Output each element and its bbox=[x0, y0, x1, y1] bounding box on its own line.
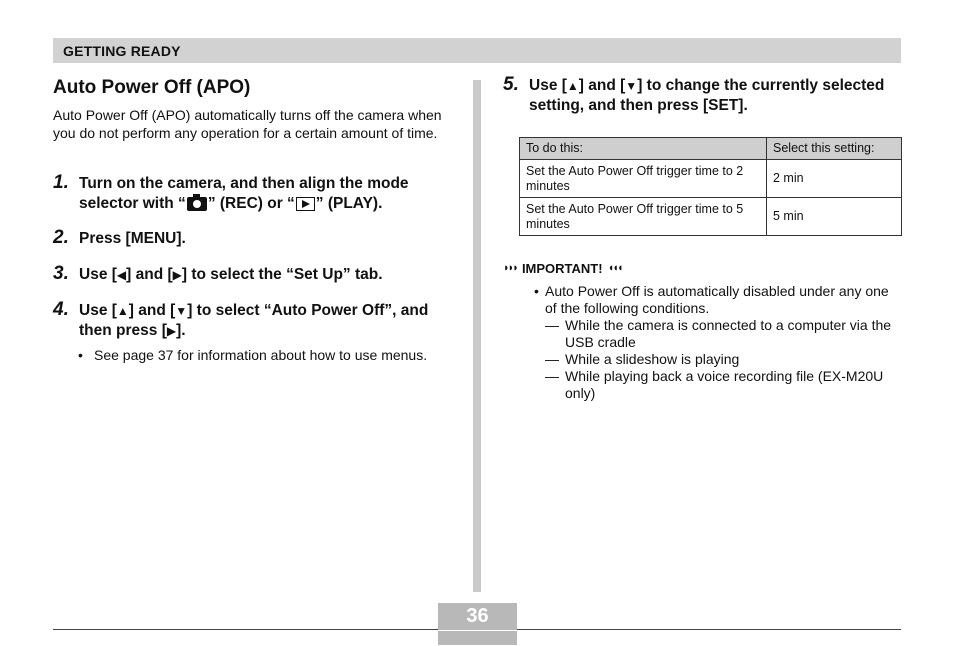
down-arrow-icon: ▼ bbox=[625, 79, 638, 93]
important-label: IMPORTANT! bbox=[521, 261, 603, 276]
table-cell: 2 min bbox=[767, 160, 902, 198]
step-1-number: 1. bbox=[53, 172, 69, 193]
play-mode-icon bbox=[296, 197, 315, 211]
camera-rec-icon bbox=[187, 197, 207, 211]
list-item bbox=[503, 368, 903, 402]
important-right-marks-icon: ◖◖◖ bbox=[607, 262, 622, 274]
section-header-bar bbox=[53, 38, 901, 63]
step-3-number: 3. bbox=[53, 263, 69, 284]
list-item bbox=[503, 317, 903, 351]
step-3-text: ] to select the “Set Up” tab. bbox=[181, 266, 383, 283]
important-bullet-text: Auto Power Off is automatically disabled under any one of the following conditions. bbox=[545, 283, 889, 316]
list-item bbox=[503, 351, 903, 368]
step-1-text: ” (PLAY). bbox=[315, 195, 383, 212]
column-divider bbox=[473, 80, 481, 592]
left-column bbox=[53, 76, 453, 364]
up-arrow-icon: ▲ bbox=[566, 79, 579, 93]
step-4-text: ]. bbox=[176, 322, 186, 339]
step-5-text: ] and [ bbox=[578, 77, 626, 94]
dash-marker: — bbox=[545, 368, 559, 384]
important-bullet bbox=[503, 283, 903, 317]
step-4-text: ] and [ bbox=[128, 302, 176, 319]
important-notice bbox=[503, 260, 903, 402]
important-left-marks-icon: ◗◗◗ bbox=[503, 262, 517, 274]
table-header-cell: Select this setting: bbox=[767, 138, 902, 160]
step-2-number: 2. bbox=[53, 227, 69, 248]
step-2 bbox=[53, 229, 453, 249]
step-4 bbox=[53, 301, 453, 341]
step-4-note-text: See page 37 for information about how to use menus. bbox=[94, 347, 428, 363]
step-1-text: ” (REC) or “ bbox=[207, 195, 295, 212]
bullet-dot: • bbox=[78, 347, 83, 363]
step-4-number: 4. bbox=[53, 299, 69, 320]
step-5 bbox=[503, 76, 903, 116]
section-title: Auto Power Off (APO) bbox=[53, 77, 251, 98]
step-3-text: Use [ bbox=[79, 266, 117, 283]
step-1 bbox=[53, 174, 453, 214]
step-4-text: Use [ bbox=[79, 302, 117, 319]
step-4-text: ] to select “Auto Power Off”, and then press [ bbox=[79, 302, 429, 339]
table-header-cell: To do this: bbox=[520, 138, 767, 160]
important-heading bbox=[503, 260, 903, 277]
step-2-text: Press [MENU]. bbox=[79, 230, 186, 247]
step-5-text: ] to change the currently selected setting, and then press [SET]. bbox=[529, 77, 885, 114]
right-arrow-icon: ▶ bbox=[172, 268, 182, 282]
table-cell: 5 min bbox=[767, 198, 902, 236]
left-arrow-icon: ◀ bbox=[116, 268, 127, 282]
right-column bbox=[503, 76, 903, 116]
settings-table bbox=[519, 137, 902, 236]
page-number: 36 bbox=[438, 603, 517, 630]
up-arrow-icon: ▲ bbox=[116, 304, 129, 318]
step-3-text: ] and [ bbox=[126, 266, 173, 283]
table-cell: Set the Auto Power Off trigger time to 5 minutes bbox=[520, 198, 767, 236]
step-4-note bbox=[53, 346, 453, 364]
table-row bbox=[520, 160, 902, 198]
bullet-dot: • bbox=[534, 283, 539, 299]
step-3 bbox=[53, 265, 453, 285]
dash-marker: — bbox=[545, 317, 559, 333]
list-item-text: While the camera is connected to a computer via the USB cradle bbox=[565, 317, 892, 350]
page-number-tab bbox=[438, 631, 517, 645]
table-header-row bbox=[520, 138, 902, 160]
step-1-text: Turn on the camera, and then align the mode selector with “ bbox=[79, 175, 409, 212]
step-5-text: Use [ bbox=[529, 77, 567, 94]
list-item-text: While playing back a voice recording file (EX-M20U only) bbox=[565, 368, 884, 401]
down-arrow-icon: ▼ bbox=[175, 304, 188, 318]
dash-marker: — bbox=[545, 351, 559, 367]
section-header-label: GETTING READY bbox=[63, 43, 181, 59]
intro-paragraph: Auto Power Off (APO) automatically turns off the camera when you do not perform any operation for a certain amount of time. bbox=[53, 107, 442, 141]
list-item-text: While a slideshow is playing bbox=[565, 351, 740, 367]
table-row bbox=[520, 198, 902, 236]
right-arrow-icon: ▶ bbox=[166, 324, 177, 338]
table-cell: Set the Auto Power Off trigger time to 2 minutes bbox=[520, 160, 767, 198]
step-5-number: 5. bbox=[503, 74, 519, 95]
